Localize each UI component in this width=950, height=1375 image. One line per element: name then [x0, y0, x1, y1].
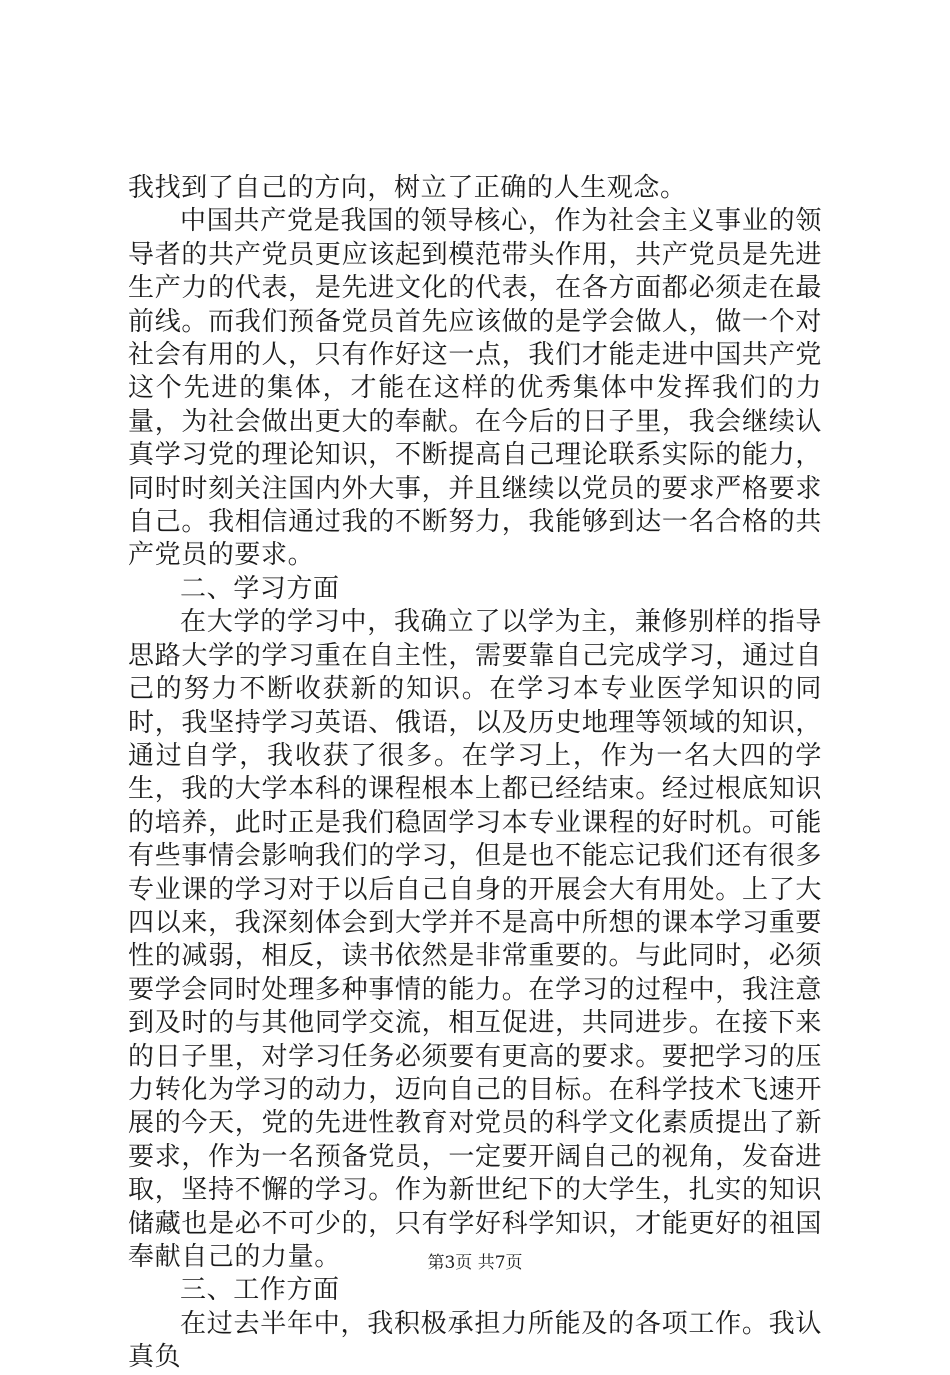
paragraph-work: 在过去半年中，我积极承担力所能及的各项工作。我认真负	[128, 1308, 822, 1373]
section-heading-work: 三、工作方面	[180, 1275, 340, 1306]
paragraph-party-role: 中国共产党是我国的领导核心，作为社会主义事业的领导者的共产党员更应该起到模范带头作用，共产党员是先进生产力的代表，是先进文化的代表，在各方面都必须走在最前线。而我们预备党员首先应该做的是学会做人，做一个对社会有用的人，只有作好这一点，我们才能走进中国共产党这个先进的集体，才能在这样的优秀集体中发挥我们的力量，为社会做出更大的奉献。在今后的日子里，我会继续认真学习党的理论知识，不断提高自己理论联系实际的能力，同时时刻关注国内外大事，并且继续以党员的要求严格要求自己。我相信通过我的不断努力，我能够到达一名合格的共产党员的要求。	[128, 206, 822, 571]
page-number-footer: 第3页 共7页	[427, 1253, 523, 1273]
document-body	[128, 172, 822, 1375]
section-heading-study: 二、学习方面	[180, 573, 340, 604]
paragraph-continuation: 我找到了自己的方向，树立了正确的人生观念。	[128, 173, 687, 203]
paragraph-study: 在大学的学习中，我确立了以学为主，兼修别样的指导思路大学的学习重在自主性，需要靠自己完成学习，通过自己的努力不断收获新的知识。在学习本专业医学知识的同时，我坚持学习英语、俄语，以及历史地理等领域的知识，通过自学，我收获了很多。在学习上，作为一名大四的学生，我的大学本科的课程根本上都已经结束。经过根底知识的培养，此时正是我们稳固学习本专业课程的好时机。可能有些事情会影响我们的学习，但是也不能忘记我们还有很多专业课的学习对于以后自己自身的开展会大有用处。上了大四以来，我深刻体会到大学并不是高中所想的课本学习重要性的减弱，相反，读书依然是非常重要的。与此同时，必须要学会同时处理多种事情的能力。在学习的过程中，我注意到及时的与其他同学交流，相互促进，共同进步。在接下来的日子里，对学习任务必须要有更高的要求。要把学习的压力转化为学习的动力，迈向自己的目标。在科学技术飞速开展的今天，党的先进性教育对党员的科学文化素质提出了新要求，作为一名预备党员，一定要开阔自己的视角，发奋进取，坚持不懈的学习。作为新世纪下的大学生，扎实的知识储藏也是必不可少的，只有学好科学知识，才能更好的祖国奉献自己的力量。	[128, 607, 822, 1272]
